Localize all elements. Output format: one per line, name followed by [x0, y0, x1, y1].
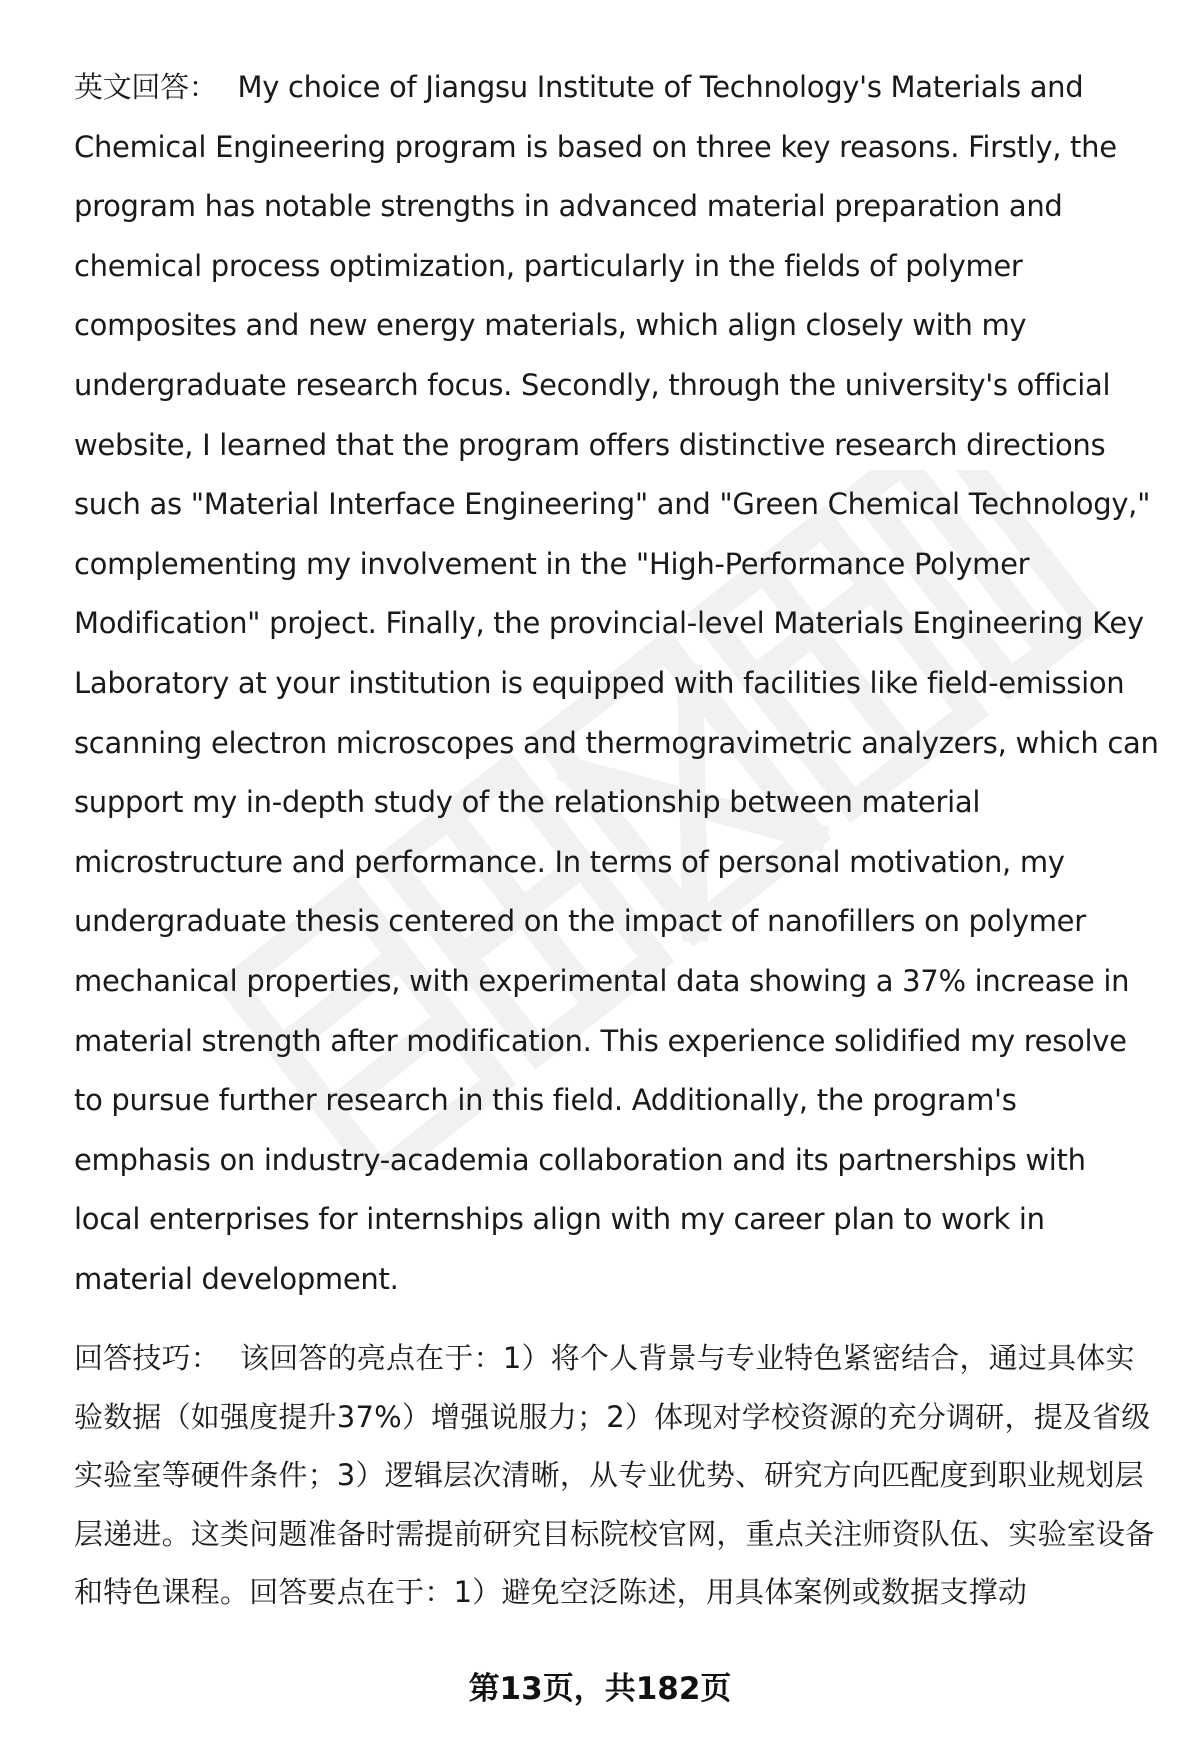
answer-tips-text: 该回答的亮点在于：1）将个人背景与专业特色紧密结合，通过具体实验数据（如强度提升37%）增强说服力；2）体现对学校资源的充分调研，提及省级实验室等硬件条件；3）逻辑层次清晰，从专业优势、研究方向匹配度到职业规划层层递进。这类问题准备时需提前研究目标院校官网，重点关注师资队伍、实验室设备和特色课程。回答要点在于：1）避免空泛陈述，用具体案例或数据支撑动 — [74, 1341, 1155, 1610]
answer-tips-paragraph — [74, 1329, 1160, 1622]
english-answer-label: 英文回答： — [74, 70, 218, 104]
page-number: 第13页，共182页 — [468, 1671, 732, 1707]
page-content — [74, 58, 1160, 1622]
english-answer-paragraph — [74, 58, 1160, 1309]
english-answer-text: My choice of Jiangsu Institute of Technology's Materials and Chemical Engineering program is based on three key reasons. Firstly, the program has notable strengths in advanced material preparation and chemical process optimization, particularly in the fields of polymer composites and new energy materials, which align closely with my undergraduate research focus. Secondly, through the university's official website, I learned that the program offers distinctive research directions such as "Material Interface Engineering" and "Green Chemical Technology," complementing my involvement in the "High-Performance Polymer Modification" project. Finally, the provincial-level Materials Engineering Key Laboratory at your institution is equipped with facilities like field-emission scanning electron microscopes and thermogravimetric analyzers, which can support my in-depth study of the relationship between material microstructure and performance. In terms of personal motivation, my undergraduate thesis centered on the impact of nanofillers on polymer mechanical properties, with experimental data showing a 37% increase in material strength after modification. This experience solidified my resolve to pursue further research in this field. Additionally, the program's emphasis on industry-academia collaboration and its partnerships with local enterprises for internships align with my career plan to work in material development. — [74, 70, 1159, 1296]
answer-tips-label: 回答技巧： — [74, 1341, 221, 1376]
